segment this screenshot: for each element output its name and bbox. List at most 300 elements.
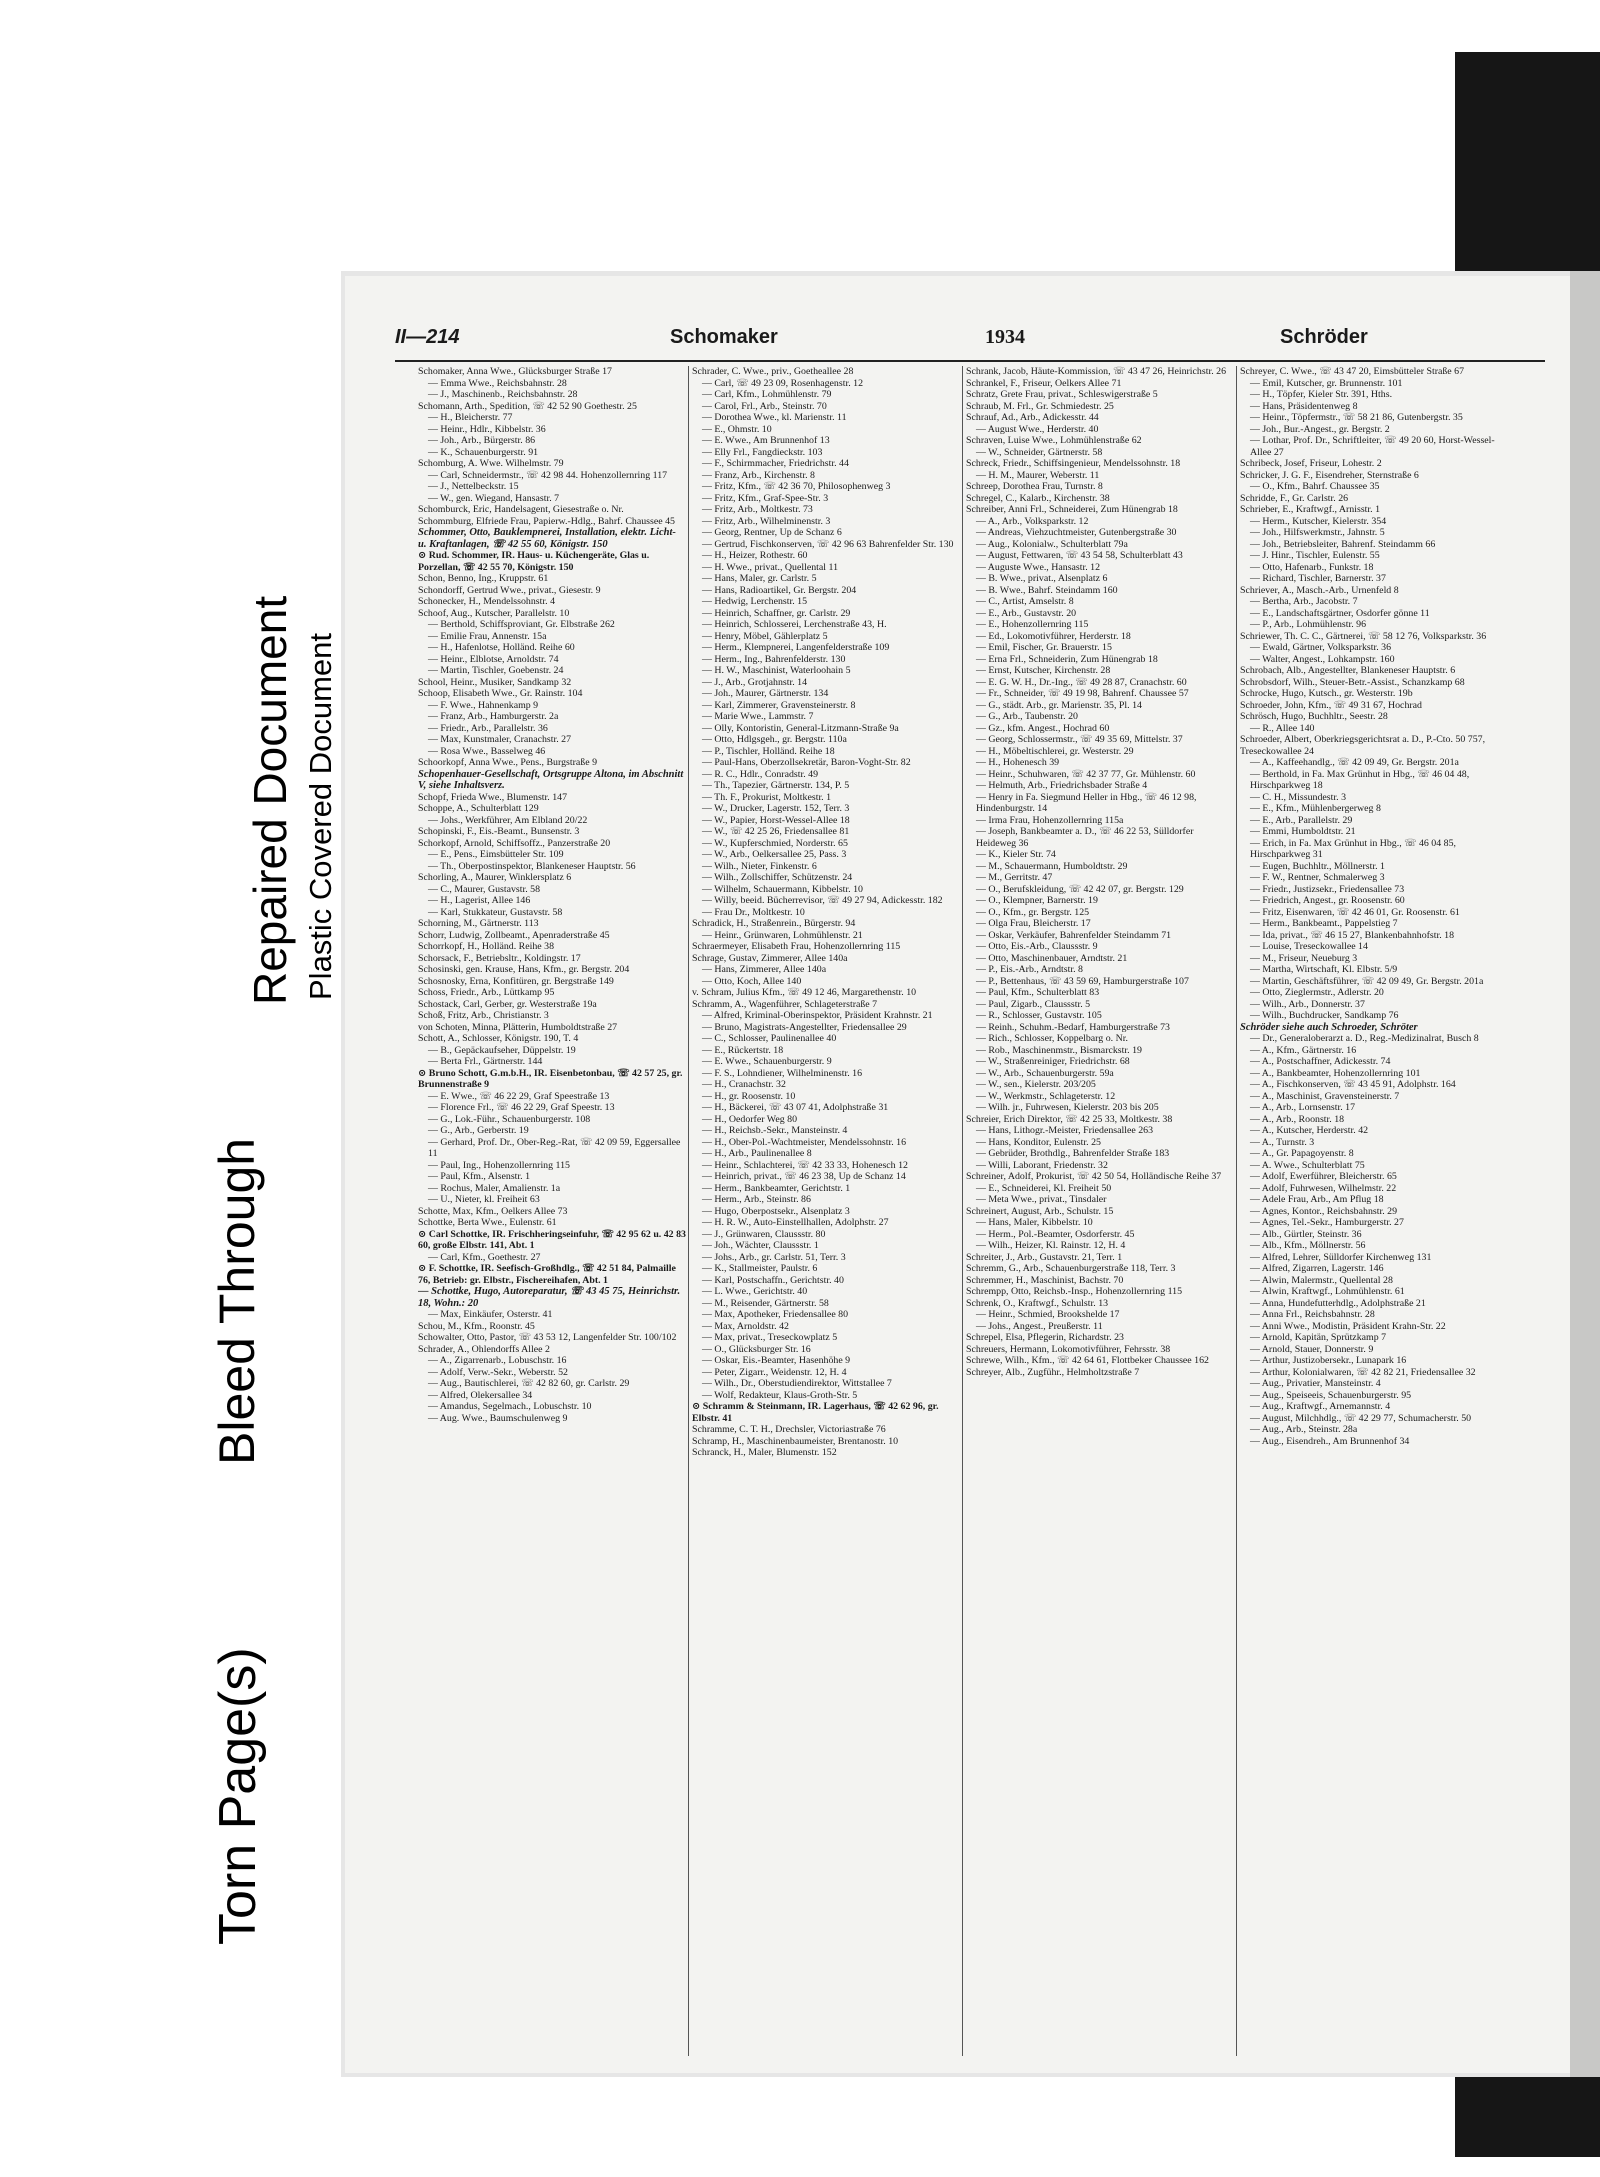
directory-subentry: — Wilh., Dr., Oberstudiendirektor, Wittstallee 7	[702, 1378, 892, 1389]
directory-subentry: — Andreas, Viehzuchtmeister, Gutenbergstraße 30	[976, 527, 1177, 538]
bleed-through-label: Bleed Through	[209, 1137, 265, 1465]
directory-subentry: — Karl, Postschaffn., Gerichtstr. 40	[702, 1274, 844, 1286]
directory-subentry: — Max, privat., Treseckowplatz 5	[702, 1332, 838, 1343]
directory-subentry: — H., Möbeltischlerei, gr. Westerstr. 29	[976, 745, 1134, 757]
directory-subentry: — H., Hafenlotse, Holländ. Reihe 60	[428, 642, 575, 653]
directory-subentry: — Otto, Hafenarb., Funkstr. 18	[1250, 561, 1374, 573]
directory-entry: Schoop, Elisabeth Wwe., Gr. Rainstr. 104	[418, 688, 583, 699]
directory-subentry: — Eugen, Buchhltr., Möllnerstr. 1	[1250, 860, 1385, 872]
directory-subentry: — Adele Frau, Arb., Am Pflug 18	[1250, 1194, 1384, 1205]
directory-subentry: — Adolf, Fuhrwesen, Wilhelmstr. 22	[1250, 1182, 1397, 1194]
directory-subentry: — Gebrüder, Brothdlg., Bahrenfelder Straße 183	[976, 1148, 1170, 1159]
directory-subentry: — Joh., Maurer, Gärtnerstr. 134	[702, 688, 829, 699]
directory-subentry: — H., Bleicherstr. 77	[428, 412, 513, 423]
directory-subentry: — Heinr., Töpfermstr., ☏ 58 21 86, Gutenbergstr. 35	[1250, 412, 1463, 423]
directory-subentry: — Lothar, Prof. Dr., Schriftleiter, ☏ 49 20 60, Horst-Wessel-Allee 27	[1250, 435, 1495, 458]
directory-entry: Schorr, Ludwig, Zollbeamt., Apenraderstraße 45	[418, 929, 610, 941]
directory-subentry: — Fritz, Arb., Moltkestr. 73	[702, 504, 813, 515]
directory-subentry: — Bertha, Arb., Jacobstr. 7	[1250, 596, 1358, 607]
directory-subentry: — A., Arb., Volksparkstr. 12	[976, 515, 1089, 527]
directory-column-2	[692, 366, 960, 2061]
directory-subentry: — Otto, Zieglermstr., Adlerstr. 20	[1250, 987, 1384, 998]
directory-subentry: — Wilh., Nieter, Finkenstr. 6	[702, 860, 817, 872]
directory-subentry: — Alfred, Kriminal-Oberinspektor, Präsident Krahnstr. 21	[702, 1010, 933, 1021]
directory-subentry: — Carl, Kfm., Lohmühlenstr. 79	[702, 389, 832, 400]
directory-subentry: — J., Grünwaren, Claussstr. 80	[702, 1228, 826, 1240]
directory-subentry: — Berthold, Schiffsproviant, Gr. Elbstraße 262	[428, 619, 615, 630]
directory-subentry: — Herm., Arb., Steinstr. 86	[702, 1194, 811, 1205]
torn-pages-label: Torn Page(s)	[209, 1647, 267, 1945]
directory-subentry: — Herm., Klempnerei, Langenfelderstraße 109	[702, 642, 890, 653]
directory-subentry: — Emilie Frau, Annenstr. 15a	[428, 630, 547, 642]
directory-subentry: — A., Zigarrenarb., Lobuschstr. 16	[428, 1355, 567, 1366]
directory-subentry: — Fritz, Kfm., ☏ 42 36 70, Philosophenweg 3	[702, 481, 891, 492]
directory-subentry: — Walter, Angest., Lohkampstr. 160	[1250, 653, 1395, 665]
directory-subentry: — Rich., Schlosser, Koppelbarg o. Nr.	[976, 1033, 1128, 1044]
directory-subentry: — Aug., Kolonialw., Schulterblatt 79a	[976, 538, 1128, 550]
directory-subentry: — Herm., Pol.-Beamter, Osdorferstr. 45	[976, 1228, 1135, 1240]
directory-subentry: — Henry, Möbel, Gählerplatz 5	[702, 630, 828, 642]
directory-subentry: — Heinrich, Schlosserei, Lerchenstraße 43, H.	[702, 619, 887, 630]
directory-subentry: — Fritz, Arb., Wilhelminenstr. 3	[702, 515, 831, 527]
directory-subentry: — Heinrich, privat., ☏ 46 23 38, Up de Schanz 14	[702, 1171, 906, 1182]
directory-entry: Schrankel, F., Friseur, Oelkers Allee 71	[966, 377, 1122, 389]
directory-subentry: — A., Kfm., Gärtnerstr. 16	[1250, 1044, 1357, 1056]
directory-subentry: — Willy, beeid. Bücherrevisor, ☏ 49 27 94, Adickesstr. 182	[702, 895, 943, 906]
directory-subentry: — Auguste Wwe., Hansastr. 12	[976, 561, 1101, 573]
directory-subentry: — Gerhard, Prof. Dr., Ober-Reg.-Rat, ☏ 42 09 59, Eggersallee 11	[428, 1136, 681, 1159]
directory-entry: Schrank, Jacob, Häute-Kommission, ☏ 43 47 26, Heinrichstr. 26	[966, 366, 1227, 377]
directory-column-4	[1240, 366, 1508, 2061]
directory-entry: Schroeder, Albert, Oberkriegsgerichtsrat a. D., P.-Cto. 50 757, Treseckowallee 24	[1240, 734, 1486, 757]
directory-subentry: — Carl, ☏ 49 23 09, Rosenhagenstr. 12	[702, 377, 864, 389]
directory-subentry: — Wilh., Heizer, Kl. Rainstr. 12, H. 4	[976, 1240, 1126, 1251]
directory-entry: Schomaker, Anna Wwe., Glücksburger Straße 17	[418, 366, 612, 377]
directory-subentry: — Heinr., Elblotse, Arnoldstr. 74	[428, 653, 559, 665]
directory-subentry: — Rosa Wwe., Basselweg 46	[428, 745, 546, 757]
directory-subentry: — H., Bäckerei, ☏ 43 07 41, Adolphstraße 31	[702, 1102, 889, 1113]
directory-entry: Schribeck, Josef, Friseur, Lohestr. 2	[1240, 458, 1382, 469]
directory-entry: Schrauf, Ad., Arb., Adickesstr. 44	[966, 412, 1099, 423]
page-number: II—214	[395, 326, 460, 348]
directory-subentry: — Ernst, Kutscher, Kirchenstr. 28	[976, 665, 1111, 676]
header-left-word: Schomaker	[670, 326, 778, 348]
directory-entry: Schremm, G., Arb., Schauenburgerstraße 118, Terr. 3	[966, 1263, 1176, 1274]
directory-entry: Schreiner, Adolf, Prokurist, ☏ 42 50 54, Holländische Reihe 37	[966, 1171, 1222, 1182]
directory-subentry: — Anna, Hundefutterhdlg., Adolphstraße 21	[1250, 1297, 1426, 1309]
directory-column-1	[418, 366, 686, 2061]
directory-subentry: — A., Fischkonserven, ☏ 43 45 91, Adolphstr. 164	[1250, 1079, 1456, 1090]
directory-subentry: — E., Rückertstr. 18	[702, 1044, 784, 1056]
directory-subentry: — Wilh., Arb., Donnerstr. 37	[1250, 998, 1365, 1010]
directory-subentry: — Th. F., Prokurist, Moltkestr. 1	[702, 791, 832, 803]
directory-entry: Schrocke, Hugo, Kutsch., gr. Westerstr. 19b	[1240, 688, 1413, 699]
directory-subentry: — W., Papier, Horst-Wessel-Allee 18	[702, 814, 850, 826]
directory-subentry: — Herm., Bankbeamt., Pappelstieg 7	[1250, 918, 1398, 929]
directory-subentry: — Hugo, Oberpostsekr., Alsenplatz 3	[702, 1205, 850, 1217]
directory-subentry: — Johs., Werkführer, Am Elbland 20/22	[428, 814, 588, 826]
directory-subentry: — H., Töpfer, Kieler Str. 391, Hths.	[1250, 389, 1393, 400]
directory-subentry: — M., Schauermann, Humboldtstr. 29	[976, 860, 1128, 872]
directory-subentry: — R., Schlosser, Gustavstr. 105	[976, 1010, 1102, 1021]
directory-subentry: — A., Kaffeehandlg., ☏ 42 09 49, Gr. Bergstr. 201a	[1250, 757, 1459, 768]
directory-subentry: — Carol, Frl., Arb., Steinstr. 70	[702, 400, 827, 412]
directory-subentry: — Herm., Kutscher, Kielerstr. 354	[1250, 515, 1387, 527]
directory-subentry: — Irma Frau, Hohenzollernring 115a	[976, 814, 1124, 826]
directory-subentry: — Peter, Zigarr., Weidenstr. 12, H. 4	[702, 1366, 847, 1378]
directory-subentry: — Aug., Privatier, Mansteinstr. 4	[1250, 1378, 1381, 1389]
directory-subentry: — A., Turnstr. 3	[1250, 1136, 1315, 1148]
directory-entry: Schridde, F., Gr. Carlstr. 26	[1240, 492, 1349, 504]
directory-subentry: — Hans, Lithogr.-Meister, Friedensallee 263	[976, 1125, 1154, 1136]
directory-subentry: — August, Fettwaren, ☏ 43 54 58, Schulterblatt 43	[976, 550, 1183, 561]
directory-subentry: — Arthur, Kolonialwaren, ☏ 42 82 21, Friedensallee 32	[1250, 1366, 1476, 1378]
directory-subentry: — Georg, Rentner, Up de Schanz 6	[702, 527, 842, 538]
directory-subentry: — Th., Tapezier, Gärtnerstr. 134, P. 5	[702, 780, 850, 791]
directory-subentry: — Arnold, Stauer, Donnerstr. 9	[1250, 1343, 1374, 1355]
directory-subentry: — O., Kfm., gr. Bergstr. 125	[976, 906, 1090, 918]
directory-subentry: — O., Klempner, Barnerstr. 19	[976, 895, 1098, 906]
directory-subentry: — F. W., Rentner, Schmalerweg 3	[1250, 872, 1385, 883]
directory-subentry: — E., Schneiderei, Kl. Freiheit 50	[976, 1182, 1112, 1194]
directory-subentry: — August, Milchhdlg., ☏ 42 29 77, Schumacherstr. 50	[1250, 1412, 1472, 1424]
directory-entry: v. Schram, Julius Kfm., ☏ 49 12 46, Margarethenstr. 10	[692, 987, 917, 998]
directory-subentry: — Joseph, Bankbeamter a. D., ☏ 46 22 53, Sülldorfer Heideweg 36	[976, 826, 1194, 849]
directory-subentry: — Hans, Präsidentenweg 8	[1250, 400, 1358, 412]
directory-subentry: — A., Postschaffner, Adickesstr. 74	[1250, 1056, 1391, 1067]
directory-entry: Schoppe, A., Schulterblatt 129	[418, 803, 539, 814]
directory-subentry: — A., Maschinist, Gravensteinerstr. 7	[1250, 1090, 1400, 1102]
directory-subentry: — Martha, Wirtschaft, Kl. Elbstr. 5/9	[1250, 964, 1398, 975]
directory-subentry: — Berta Frl., Gärtnerstr. 144	[428, 1056, 543, 1067]
directory-subentry: — W., Kupferschmied, Norderstr. 65	[702, 837, 848, 849]
directory-subentry: — A., Kutscher, Herderstr. 42	[1250, 1125, 1369, 1136]
directory-subentry: — Alb., Gürtler, Steinstr. 36	[1250, 1228, 1362, 1240]
directory-subentry: — G., städt. Arb., gr. Marienstr. 35, Pl. 14	[976, 699, 1142, 711]
directory-subentry: — Paul-Hans, Oberzollsekretär, Baron-Voght-Str. 82	[702, 757, 911, 768]
directory-subentry: — Hans, Radioartikel, Gr. Bergstr. 204	[702, 584, 857, 596]
directory-subentry: — U., Nieter, kl. Freiheit 63	[428, 1194, 540, 1205]
directory-subentry: — E., Pens., Eimsbütteler Str. 109	[428, 849, 564, 860]
directory-subentry: — Johs., Arb., gr. Carlstr. 51, Terr. 3	[702, 1251, 846, 1263]
directory-subentry: — H., gr. Roosenstr. 10	[702, 1090, 796, 1102]
directory-subentry: — Max, Arnoldstr. 42	[702, 1320, 789, 1332]
directory-subentry: — Otto, Koch, Allee 140	[702, 975, 802, 987]
directory-entry: Schrieber, E., Kraftwgf., Arnisstr. 1	[1240, 504, 1381, 515]
directory-subentry: — Rochus, Maler, Amalienstr. 1a	[428, 1182, 561, 1194]
directory-subentry: — F. Wwe., Hahnenkamp 9	[428, 699, 539, 711]
directory-subentry: — Hedwig, Lerchenstr. 15	[702, 596, 808, 607]
directory-subentry: — J., Nettelbeckstr. 15	[428, 481, 519, 492]
directory-subentry: — Erich, in Fa. Max Grünhut in Hbg., ☏ 46 04 85, Hirschparkweg 31	[1250, 837, 1456, 860]
directory-entry: Schrösch, Hugo, Buchhltr., Seestr. 28	[1240, 711, 1388, 722]
directory-subentry: — Ed., Lokomotivführer, Herderstr. 18	[976, 630, 1131, 642]
directory-subentry: — Alwin, Kraftwgf., Lohmühlenstr. 61	[1250, 1286, 1405, 1297]
directory-subentry: — Alb., Kfm., Möllnerstr. 56	[1250, 1240, 1366, 1251]
directory-entry: Schrobach, Alb., Angestellter, Blankeneser Hauptstr. 6	[1240, 665, 1456, 676]
directory-entry: Schostack, Carl, Gerber, gr. Westerstraße 19a	[418, 998, 597, 1010]
directory-subentry: — Gertrud, Fischkonserven, ☏ 42 96 63 Bahrenfelder Str. 130	[702, 538, 954, 550]
directory-subentry: — H., Heizer, Rothestr. 60	[702, 550, 808, 561]
directory-subentry: — Fritz, Kfm., Graf-Spee-Str. 3	[702, 492, 829, 504]
directory-subentry: — Karl, Stukkateur, Gustavstr. 58	[428, 906, 563, 918]
directory-subentry: — Otto, Maschinenbauer, Arndtstr. 21	[976, 952, 1128, 964]
directory-subentry: — A., Arb., Roonstr. 18	[1250, 1113, 1345, 1125]
directory-entry: Schreier, Erich Direktor, ☏ 42 25 33, Moltkestr. 38	[966, 1113, 1173, 1125]
directory-subentry: — O., Berufskleidung, ☏ 42 42 07, gr. Bergstr. 129	[976, 883, 1184, 895]
directory-subentry: — Hans, Maler, gr. Carlstr. 5	[702, 573, 817, 584]
directory-entry: Schommburg, Elfriede Frau, Papierw.-Hdlg., Bahrf. Chaussee 45	[418, 515, 675, 527]
directory-entry: ⊙ Schramm & Steinmann, IR. Lagerhaus, ☏ 42 62 96, gr. Elbstr. 41	[692, 1401, 939, 1424]
directory-subentry: — A., Bankbeamter, Hohenzollernring 101	[1250, 1067, 1421, 1079]
directory-subentry: — W., Straßenreiniger, Friedrichstr. 68	[976, 1056, 1130, 1067]
directory-entry: Schreyer, C. Wwe., ☏ 43 47 20, Eimsbütteler Straße 67	[1240, 366, 1465, 377]
directory-subentry: — Aug., Kraftwgf., Arnemannstr. 4	[1250, 1401, 1391, 1412]
directory-subentry: — H. M., Maurer, Weberstr. 11	[976, 469, 1100, 481]
directory-entry: Schopinski, F., Eis.-Beamt., Bunsenstr. 3	[418, 826, 580, 837]
column-divider	[1236, 366, 1237, 2056]
directory-entry: Schorkopf, Arnold, Schiffsoffz., Panzerstraße 20	[418, 837, 611, 849]
directory-subentry: — W., Drucker, Lagerstr. 152, Terr. 3	[702, 803, 850, 814]
header-rule	[395, 360, 1545, 362]
directory-subentry: — J., Arb., Grotjahnstr. 14	[702, 676, 808, 688]
directory-subentry: — Alfred, Lehrer, Sülldorfer Kirchenweg 131	[1250, 1251, 1432, 1263]
directory-subentry: — Karl, Zimmerer, Gravensteinerstr. 8	[702, 699, 856, 711]
directory-subentry: — B. Wwe., privat., Alsenplatz 6	[976, 573, 1108, 584]
directory-entry: Schriewer, Th. C. C., Gärtnerei, ☏ 58 12 76, Volksparkstr. 36	[1240, 630, 1487, 642]
directory-entry: ⊙ Rud. Schommer, IR. Haus- u. Küchengeräte, Glas u. Porzellan, ☏ 42 55 70, Königstr. 150	[418, 550, 650, 573]
directory-subentry: — Anni Wwe., Modistin, Präsident Krahn-Str. 22	[1250, 1320, 1446, 1332]
directory-subentry: — Wilh., Zollschiffer, Schützenstr. 24	[702, 872, 853, 883]
directory-subentry: — E., Landschaftsgärtner, Osdorfer gönne 11	[1250, 607, 1430, 619]
directory-subentry: — Joh., Hilfswerkmstr., Jahnstr. 5	[1250, 527, 1385, 538]
directory-entry: Schorning, M., Gärtnerstr. 113	[418, 918, 539, 929]
directory-entry: Schomburck, Eric, Handelsagent, Giesestraße o. Nr.	[418, 504, 624, 515]
column-divider	[688, 366, 689, 2056]
directory-subentry: — E. Wwe., ☏ 46 22 29, Graf Speestraße 13	[428, 1090, 610, 1102]
directory-subentry: — W., Arb., Oelkersallee 25, Pass. 3	[702, 849, 847, 860]
directory-subentry: — Aug., Arb., Steinstr. 28a	[1250, 1424, 1358, 1435]
directory-subentry: — Reinh., Schuhm.-Bedarf, Hamburgerstraße 73	[976, 1021, 1170, 1033]
directory-subentry: — Martin, Tischler, Goebenstr. 24	[428, 665, 564, 676]
directory-entry: Schrenk, O., Kraftwgf., Schulstr. 13	[966, 1297, 1109, 1309]
directory-subentry: — W., ☏ 42 25 26, Friedensallee 81	[702, 826, 850, 837]
directory-entry: Schoorkopf, Anna Wwe., Pens., Burgstraße 9	[418, 757, 598, 768]
directory-subentry: — L. Wwe., Gerichtstr. 40	[702, 1286, 808, 1297]
running-header	[395, 326, 1545, 358]
directory-subentry: — Amandus, Segelmach., Lobuschstr. 10	[428, 1401, 592, 1412]
directory-subentry: — Joh., Arb., Bürgerstr. 86	[428, 435, 536, 446]
directory-subentry: — C., Maurer, Gustavstr. 58	[428, 883, 541, 895]
directory-subentry: — H. Wwe., privat., Quellental 11	[702, 561, 839, 573]
directory-entry: Schramm, A., Wagenführer, Schlageterstraße 7	[692, 998, 878, 1010]
directory-subentry: — Heinr., Grünwaren, Lohmühlenstr. 21	[702, 929, 863, 941]
directory-subentry: — Rob., Maschinenmstr., Bismarckstr. 19	[976, 1044, 1142, 1056]
directory-subentry: — H., Lagerist, Allee 146	[428, 895, 531, 906]
directory-subentry: — Erna Frl., Schneiderin, Zum Hünengrab 18	[976, 653, 1158, 665]
directory-subentry: — G., Lok.-Führ., Schauenburgerstr. 108	[428, 1113, 591, 1125]
directory-subentry: — Adolf, Verw.-Sekr., Weberstr. 52	[428, 1366, 568, 1378]
directory-subentry: — Wilh. jr., Fuhrwesen, Kielerstr. 203 bis 205	[976, 1102, 1159, 1113]
directory-entry: Schrobsdorf, Wilh., Steuer-Betr.-Assist., Schanzkamp 68	[1240, 676, 1465, 688]
directory-subentry: — Paul, Ing., Hohenzollernring 115	[428, 1159, 570, 1171]
directory-entry: Schoof, Aug., Kutscher, Parallelstr. 10	[418, 607, 570, 619]
directory-entry: Schramme, C. T. H., Drechsler, Victoriastraße 76	[692, 1424, 886, 1435]
directory-subentry: — Emma Wwe., Reichsbahnstr. 28	[428, 377, 567, 389]
directory-entry: Schreiber, Anni Frl., Schneiderei, Zum Hünengrab 18	[966, 504, 1178, 515]
directory-subentry: — E. Wwe., Schauenburgerstr. 9	[702, 1056, 832, 1067]
directory-entry: Schonecker, H., Mendelssohnstr. 4	[418, 596, 556, 607]
directory-entry: Schrempp, Otto, Reichsb.-Insp., Hohenzollernring 115	[966, 1286, 1183, 1297]
directory-subentry: — Johs., Angest., Preußerstr. 11	[976, 1320, 1103, 1332]
directory-subentry: — P., Eis.-Arb., Arndtstr. 8	[976, 964, 1083, 975]
directory-entry: Schreep, Dorothea Frau, Turnstr. 8	[966, 481, 1103, 492]
directory-subentry: — Wolf, Redakteur, Klaus-Groth-Str. 5	[702, 1389, 858, 1401]
directory-subentry: — Heinr., Schlachterei, ☏ 42 33 33, Hohenesch 12	[702, 1159, 908, 1171]
directory-subentry: — A., Gr. Papagoyenstr. 8	[1250, 1148, 1354, 1159]
directory-subentry: — Alwin, Malermstr., Quellental 28	[1250, 1274, 1393, 1286]
directory-subentry: — Heinr., Hdlr., Kibbelstr. 36	[428, 423, 546, 435]
directory-subentry: — Marie Wwe., Lammstr. 7	[702, 711, 814, 722]
directory-subentry: — C. H., Missundestr. 3	[1250, 791, 1347, 803]
directory-subentry: — H., Reichsb.-Sekr., Mansteinstr. 4	[702, 1125, 848, 1136]
directory-subentry: — Martin, Geschäftsführer, ☏ 42 09 49, Gr. Bergstr. 201a	[1250, 975, 1484, 987]
directory-entry: Schriever, A., Masch.-Arb., Urnenfeld 8	[1240, 584, 1399, 596]
directory-entry: Schraven, Luise Wwe., Lohmühlenstraße 62	[966, 435, 1142, 446]
directory-subentry: — Herm., Bankbeamter, Gerichtstr. 1	[702, 1182, 851, 1194]
directory-subentry: — H., Oedorfer Weg 80	[702, 1113, 798, 1125]
directory-subentry: — Hans, Zimmerer, Allee 140a	[702, 964, 827, 975]
directory-subentry: — Wilhelm, Schauermann, Kibbelstr. 10	[702, 883, 863, 895]
directory-subentry: — Dorothea Wwe., kl. Marienstr. 11	[702, 412, 847, 423]
directory-subentry: — Gz., kfm. Angest., Hochrad 60	[976, 722, 1110, 734]
directory-entry: ⊙ Carl Schottke, IR. Frischheringseinfuhr, ☏ 42 95 62 u. 42 83 60, große Elbstr. 141, Abt. 1	[418, 1228, 686, 1251]
directory-subentry: — Alfred, Olekersallee 34	[428, 1389, 533, 1401]
directory-entry: Schrepel, Elsa, Pflegerin, Richardstr. 23	[966, 1332, 1124, 1343]
directory-subentry: — A., Arb., Lornsenstr. 17	[1250, 1102, 1356, 1113]
directory-subentry: — Heinr., Schmied, Brookshelde 17	[976, 1309, 1120, 1320]
directory-subentry: — M., Reisender, Gärtnerstr. 58	[702, 1297, 829, 1309]
directory-subentry: — R. C., Hdlr., Conradstr. 49	[702, 768, 819, 780]
directory-entry: Schopf, Frieda Wwe., Blumenstr. 147	[418, 791, 568, 803]
directory-subentry: — Elly Frl., Fangdieckstr. 103	[702, 446, 823, 458]
directory-subentry: — W., Werkmstr., Schlageterstr. 12	[976, 1090, 1116, 1102]
directory-subentry: — C., Artist, Amselstr. 8	[976, 596, 1074, 607]
directory-entry: Schondorff, Gertrud Wwe., privat., Giesestr. 9	[418, 584, 601, 596]
directory-entry: Schreinert, August, Arb., Schulstr. 15	[966, 1205, 1114, 1217]
directory-entry: Schowalter, Otto, Pastor, ☏ 43 53 12, Langenfelder Str. 100/102	[418, 1332, 677, 1343]
directory-entry: Schrage, Gustav, Zimmerer, Allee 140a	[692, 952, 848, 964]
directory-subentry: — R., Allee 140	[1250, 722, 1315, 734]
directory-subentry: — E., Arb., Parallelstr. 29	[1250, 814, 1353, 826]
directory-subentry: — Heinr., Schuhwaren, ☏ 42 37 77, Gr. Mühlenstr. 60	[976, 768, 1196, 780]
directory-entry: Schrewe, Wilh., Kfm., ☏ 42 64 61, Flottbeker Chaussee 162	[966, 1355, 1209, 1366]
directory-subentry: — H., Arb., Paulinenallee 8	[702, 1148, 812, 1159]
directory-entry: ⊙ Bruno Schott, G.m.b.H., IR. Eisenbetonbau, ☏ 42 57 25, gr. Brunnenstraße 9	[418, 1067, 683, 1090]
directory-subentry: — Bruno, Magistrats-Angestellter, Friedensallee 29	[702, 1021, 907, 1033]
directory-subentry: — K., Kieler Str. 74	[976, 849, 1056, 860]
directory-subentry: — E. Wwe., Am Brunnenhof 13	[702, 435, 830, 446]
directory-subentry: — Hans, Konditor, Eulenstr. 25	[976, 1136, 1101, 1148]
directory-subentry: — Paul, Kfm., Alsenstr. 1	[428, 1171, 531, 1182]
directory-subentry: — Herm., Ing., Bahrenfelderstr. 130	[702, 653, 846, 665]
directory-entry: Schreck, Friedr., Schiffsingenieur, Mendelssohnstr. 18	[966, 458, 1181, 469]
directory-subentry: — Georg, Schlossermstr., ☏ 49 35 69, Mittelstr. 37	[976, 734, 1183, 745]
directory-subentry: — Friedr., Arb., Parallelstr. 36	[428, 722, 548, 734]
directory-page	[345, 276, 1570, 2073]
directory-subentry: — K., Stallmeister, Paulstr. 6	[702, 1263, 818, 1274]
directory-entry: Schröder siehe auch Schroeder, Schröter	[1240, 1021, 1418, 1033]
directory-subentry: — Emil, Fischer, Gr. Brauerstr. 15	[976, 642, 1112, 653]
directory-subentry: — F., Schirmmacher, Friedrichstr. 44	[702, 458, 849, 469]
directory-subentry: — Louise, Treseckowallee 14	[1250, 941, 1368, 952]
directory-entry: Schranck, H., Maler, Blumenstr. 152	[692, 1447, 837, 1458]
directory-subentry: — Carl, Schneidermstr., ☏ 42 98 44. Hohenzollernring 117	[428, 469, 668, 481]
directory-entry: Schrader, A., Ohlendorffs Allee 2	[418, 1343, 550, 1355]
directory-subentry: — Franz, Arb., Kirchenstr. 8	[702, 469, 815, 481]
directory-entry: Schreiter, J., Arb., Gustavstr. 21, Terr. 1	[966, 1251, 1123, 1263]
directory-subentry: — Emil, Kutscher, gr. Brunnenstr. 101	[1250, 377, 1403, 389]
directory-entry: Schorrkopf, H., Holländ. Reihe 38	[418, 941, 555, 952]
directory-subentry: — Oskar, Eis.-Beamter, Hasenhöhe 9	[702, 1355, 851, 1366]
directory-subentry: — E., Hohenzollernring 115	[976, 619, 1089, 630]
directory-entry: Schratz, Grete Frau, privat., Schleswigerstraße 5	[966, 389, 1158, 400]
directory-entry: Schreuers, Hermann, Lokomotivführer, Fehrsstr. 38	[966, 1343, 1171, 1355]
directory-subentry: — Arthur, Justizobersekr., Lunapark 16	[1250, 1355, 1407, 1366]
directory-entry: von Schoten, Minna, Plätterin, Humboldtstraße 27	[418, 1021, 618, 1033]
directory-entry: Schomburg, A. Wwe. Wilhelmstr. 79	[418, 458, 564, 469]
directory-subentry: — Olga Frau, Bleicherstr. 17	[976, 918, 1091, 929]
directory-entry: Schotte, Max, Kfm., Oelkers Allee 73	[418, 1205, 568, 1217]
directory-entry: Schomann, Arth., Spedition, ☏ 42 52 90 Goethestr. 25	[418, 400, 637, 412]
directory-subentry: — G., Arb., Taubenstr. 20	[976, 711, 1078, 722]
directory-subentry: — Henry in Fa. Siegmund Heller in Hbg., ☏ 46 12 98, Hindenburgstr. 14	[976, 791, 1197, 814]
directory-entry: Schraub, M. Frl., Gr. Schmiedestr. 25	[966, 400, 1114, 412]
directory-subentry: — Friedrich, Angest., gr. Roosenstr. 60	[1250, 895, 1405, 906]
directory-subentry: — Aug., Speiseeis, Schauenburgerstr. 95	[1250, 1389, 1412, 1401]
directory-subentry: — W., sen., Kielerstr. 203/205	[976, 1079, 1096, 1090]
directory-subentry: — E., Ohmstr. 10	[702, 423, 772, 435]
directory-subentry: — E. G. W. H., Dr.-Ing., ☏ 49 28 87, Cranachstr. 60	[976, 676, 1187, 688]
directory-subentry: — W., Arb., Schauenburgerstr. 59a	[976, 1067, 1114, 1079]
directory-subentry: — Ida, privat., ☏ 46 15 27, Blankenbahnhofstr. 18	[1250, 929, 1455, 941]
directory-subentry: — Richard, Tischler, Barnerstr. 37	[1250, 573, 1386, 584]
directory-entry: Schopenhauer-Gesellschaft, Ortsgruppe Altona, im Abschnitt V, siehe Inhaltsverz.	[418, 768, 684, 791]
directory-subentry: — Max, Kunstmaler, Cranachstr. 27	[428, 734, 572, 745]
directory-entry: Schommer, Otto, Bauklempnerei, Installation, elektr. Licht- u. Kraftanlagen, ☏ 42 55 60, Königstr. 150	[418, 527, 676, 550]
directory-entry: Schott, A., Schlosser, Königstr. 190, T. 4	[418, 1033, 579, 1044]
directory-subentry: — Agnes, Tel.-Sekr., Hamburgerstr. 27	[1250, 1217, 1404, 1228]
directory-entry: Schradick, H., Straßenrein., Bürgerstr. 94	[692, 918, 856, 929]
directory-subentry: — Friedr., Justizsekr., Friedensallee 73	[1250, 883, 1405, 895]
directory-subentry: — B. Wwe., Bahrf. Steindamm 160	[976, 584, 1118, 596]
directory-subentry: — August Wwe., Herderstr. 40	[976, 423, 1099, 435]
directory-entry: Schrader, C. Wwe., priv., Goetheallee 28	[692, 366, 854, 377]
directory-column-3	[966, 366, 1234, 2061]
directory-subentry: — Joh., Wächter, Claussstr. 1	[702, 1240, 819, 1251]
directory-subentry: — Dr., Generaloberarzt a. D., Reg.-Medizinalrat, Busch 8	[1250, 1033, 1479, 1044]
directory-subentry: — Florence Frl., ☏ 46 22 29, Graf Speestr. 13	[428, 1102, 615, 1113]
directory-entry: Schorsack, F., Betriebsltr., Koldingstr. 17	[418, 952, 581, 964]
directory-subentry: — Hans, Maler, Kibbelstr. 10	[976, 1217, 1093, 1228]
directory-entry: Schramp, H., Maschinenbaumeister, Brentanostr. 10	[692, 1435, 899, 1447]
directory-subentry: — M., Gerritstr. 47	[976, 872, 1053, 883]
directory-subentry: — Agnes, Kontor., Reichsbahnstr. 29	[1250, 1205, 1398, 1217]
header-right-word: Schröder	[1280, 326, 1368, 348]
directory-subentry: — W., gen. Wiegand, Hansastr. 7	[428, 492, 560, 504]
directory-subentry: — Oskar, Verkäufer, Bahrenfelder Steindamm 71	[976, 929, 1172, 941]
directory-subentry: — J., Maschinenb., Reichsbahnstr. 28	[428, 389, 578, 400]
